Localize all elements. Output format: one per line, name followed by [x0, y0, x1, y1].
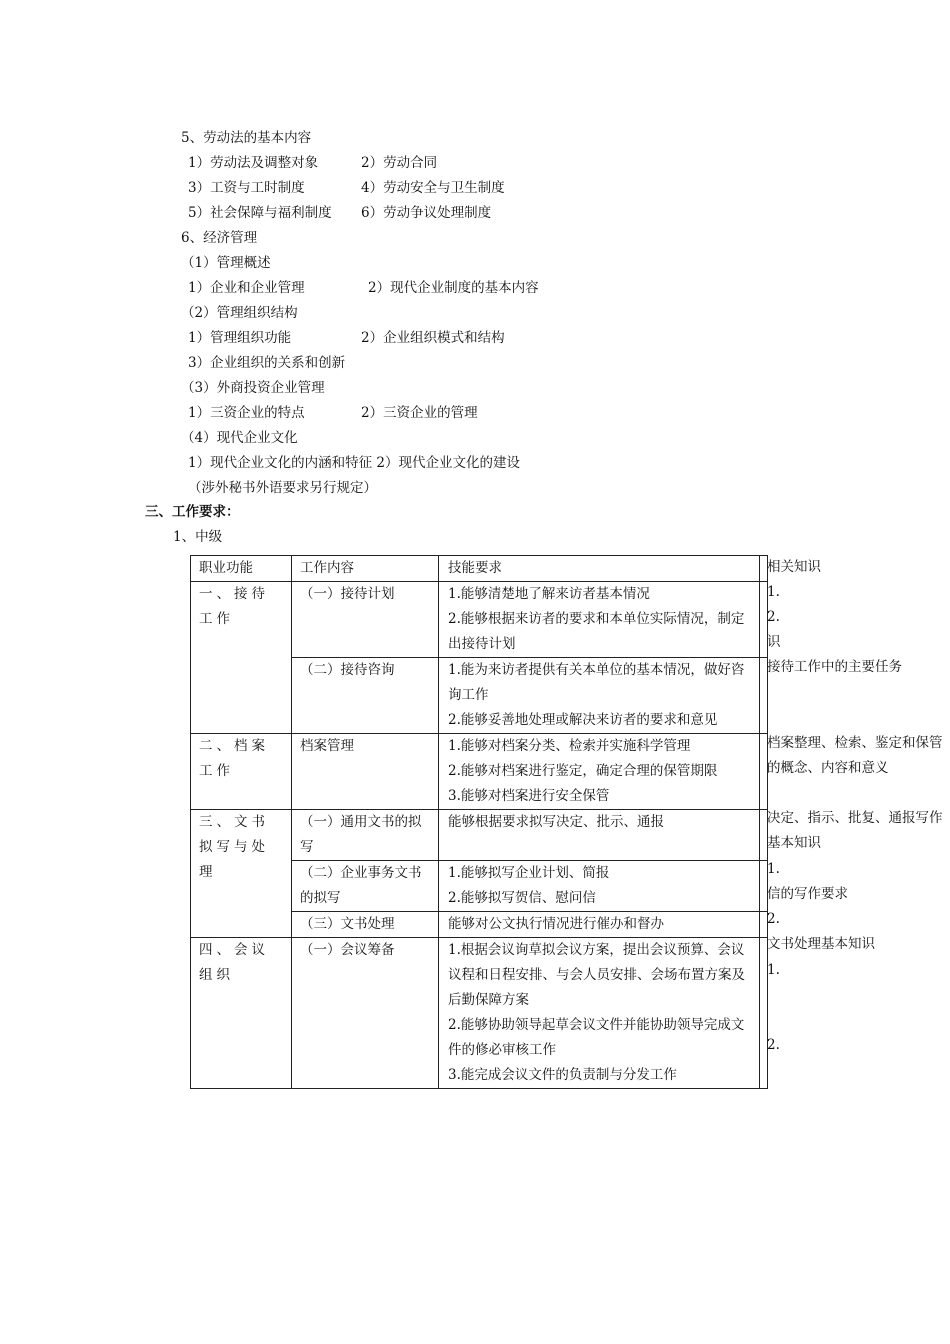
- table-row: [191, 810, 768, 861]
- skill-item: 能够根据要求拟写决定、批示、通报: [448, 814, 664, 830]
- level-heading: 1、中级: [173, 529, 223, 545]
- intro-line: 4）劳动安全与卫生制度: [361, 180, 505, 196]
- function-cell: 三、文书拟写与处理: [191, 810, 292, 938]
- header-content: 工作内容: [292, 556, 439, 582]
- knowledge-text: 文书处理基本知识: [767, 936, 875, 952]
- skill-item: 1.能够对档案分类、检索并实施科学管理: [448, 738, 691, 754]
- content-cell: （一）会议筹备: [292, 938, 439, 1089]
- skill-item: 2.能够对档案进行鉴定，确定合理的保管期限: [448, 763, 718, 779]
- skill-item: 3.能完成会议文件的负责制与分发工作: [448, 1067, 677, 1083]
- skill-cell: [439, 938, 760, 1089]
- intro-line: （1）管理概述: [181, 255, 271, 271]
- function-cell: 四、会议组织: [191, 938, 292, 1089]
- requirements-table-body: [191, 556, 768, 1089]
- skill-cell: [439, 658, 760, 734]
- skill-cell: [439, 734, 760, 810]
- table-row: [191, 734, 768, 810]
- function-cell: 一、接待工作: [191, 582, 292, 734]
- knowledge-text: 档案整理、检索、鉴定和保管的概念、内容和意义: [767, 735, 943, 776]
- intro-line: 2）现代企业制度的基本内容: [368, 280, 539, 296]
- skill-item: 2.能够妥善地处理或解决来访者的要求和意见: [448, 712, 718, 728]
- skill-item: 2.能够根据来访者的要求和本单位实际情况，制定出接待计划: [448, 611, 745, 652]
- skill-item: 1.根据会议询草拟会议方案，提出会议预算、会议议程和日程安排、与会人员安排、会场布置方案及后勤保障方案: [448, 942, 745, 1008]
- header-knowledge: 相关知识: [767, 559, 821, 575]
- intro-line: 6）劳动争议处理制度: [361, 205, 492, 221]
- knowledge-text: 1.: [767, 584, 780, 600]
- content-cell: （二）企业事务文书的拟写: [292, 861, 439, 912]
- intro-line: （2）管理组织结构: [181, 305, 298, 321]
- header-skill: 技能要求: [439, 556, 760, 582]
- intro-line: 1）企业和企业管理: [188, 280, 305, 296]
- knowledge-text: 2.: [767, 911, 780, 927]
- content-cell: 档案管理: [292, 734, 439, 810]
- header-function: 职业功能: [191, 556, 292, 582]
- intro-line: 1）劳动法及调整对象: [188, 155, 319, 171]
- content-cell: （二）接待咨询: [292, 658, 439, 734]
- intro-line: 5、劳动法的基本内容: [181, 130, 312, 146]
- intro-line: 3）企业组织的关系和创新: [188, 355, 346, 371]
- intro-line: 1）管理组织功能: [188, 330, 292, 346]
- skill-item: 能够对公文执行情况进行催办和督办: [448, 916, 664, 932]
- skill-item: 1.能为来访者提供有关本单位的基本情况，做好咨询工作: [448, 662, 745, 703]
- knowledge-text: 1.: [767, 962, 780, 978]
- knowledge-text: 接待工作中的主要任务: [767, 659, 902, 675]
- skill-cell: [439, 912, 760, 938]
- table-row: [191, 938, 768, 1089]
- skill-item: 1.能够清楚地了解来访者基本情况: [448, 586, 650, 602]
- intro-line: 2）企业组织模式和结构: [361, 330, 505, 346]
- function-cell: 二、档案工作: [191, 734, 292, 810]
- knowledge-text: 2.: [767, 1037, 780, 1053]
- content-cell: （一）接待计划: [292, 582, 439, 658]
- intro-line: 3）工资与工时制度: [188, 180, 305, 196]
- content-cell: （三）文书处理: [292, 912, 439, 938]
- intro-line: （3）外商投资企业管理: [181, 380, 325, 396]
- skill-cell: [439, 582, 760, 658]
- intro-line: 5）社会保障与福利制度: [188, 205, 332, 221]
- intro-line: 1）三资企业的特点: [188, 405, 305, 421]
- intro-line: （涉外秘书外语要求另行规定）: [188, 480, 377, 496]
- table-header-row: [191, 556, 768, 582]
- intro-line: 2）三资企业的管理: [361, 405, 478, 421]
- content-cell: （一）通用文书的拟写: [292, 810, 439, 861]
- requirements-table: [190, 555, 768, 1089]
- knowledge-text: 信的写作要求: [767, 886, 848, 902]
- intro-line: 2）劳动合同: [361, 155, 438, 171]
- skill-cell: [439, 861, 760, 912]
- knowledge-text: 1.: [767, 861, 780, 877]
- knowledge-text: 识: [767, 634, 781, 650]
- intro-line: （4）现代企业文化: [181, 430, 298, 446]
- knowledge-text: 决定、指示、批复、通报写作基本知识: [767, 810, 943, 851]
- knowledge-text: 2.: [767, 609, 780, 625]
- skill-item: 3.能够对档案进行安全保管: [448, 788, 610, 804]
- section-heading: 三、工作要求：: [145, 504, 240, 520]
- skill-item: 1.能够拟写企业计划、简报: [448, 865, 610, 881]
- intro-line: 6、经济管理: [181, 230, 258, 246]
- skill-item: 2.能够协助领导起草会议文件并能协助领导完成文件的修必审核工作: [448, 1017, 745, 1058]
- skill-item: 2.能够拟写贺信、慰问信: [448, 890, 596, 906]
- table-row: [191, 582, 768, 658]
- intro-line: 1）现代企业文化的内涵和特征 2）现代企业文化的建设: [188, 455, 520, 471]
- skill-cell: [439, 810, 760, 861]
